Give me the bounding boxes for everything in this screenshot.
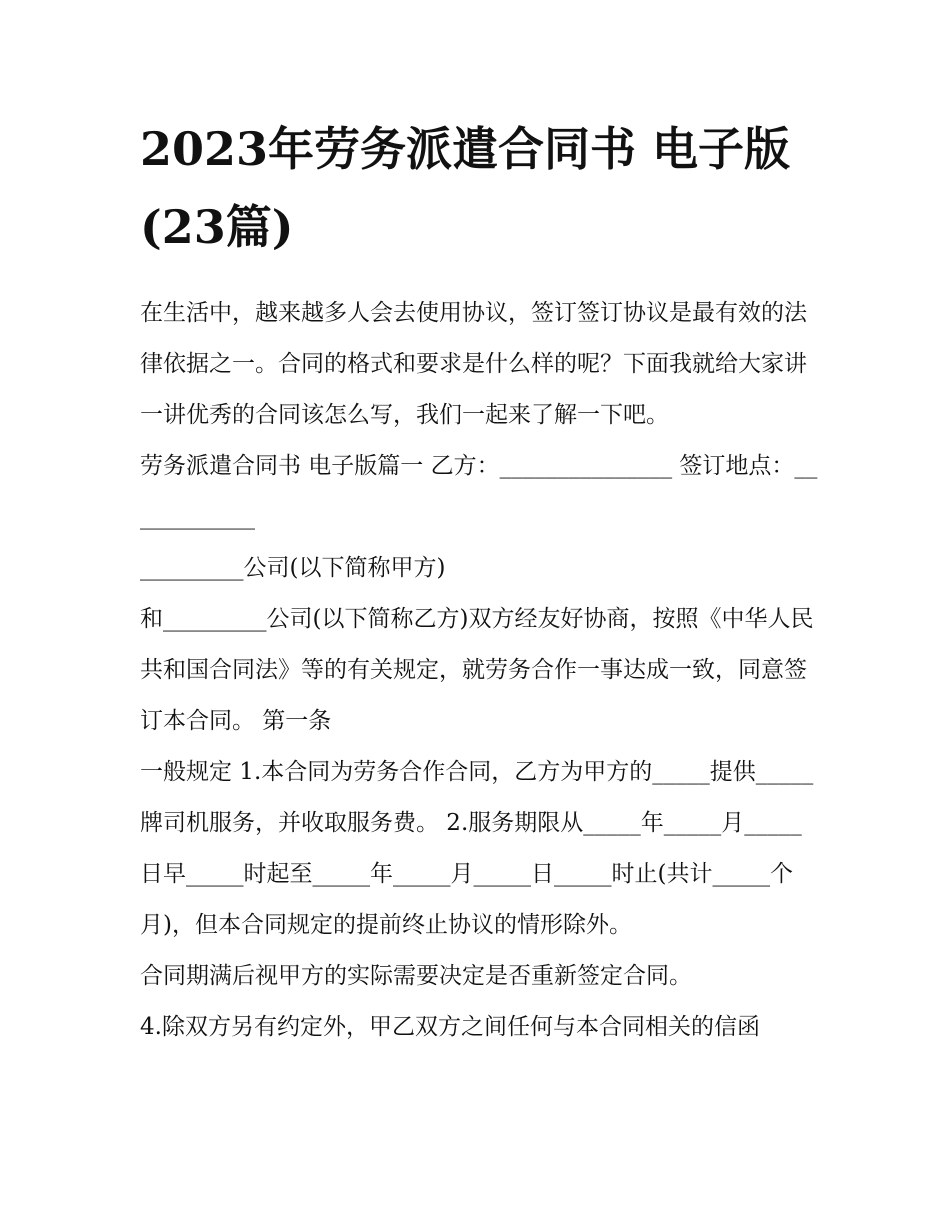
paragraph-intro: 在生活中，越来越多人会去使用协议，签订签订协议是最有效的法律依据之一。合同的格式和要求是什么样的呢？下面我就给大家讲一讲优秀的合同该怎么写，我们一起来了解一下吧。 [140, 300, 807, 428]
paragraph-party-a: _________公司(以下简称甲方) [140, 555, 446, 581]
document-body [140, 288, 820, 1053]
paragraph-party-b-signing-place: 劳务派遣合同书 电子版篇一 乙方：_______________ 签订地点：____________ [140, 453, 818, 530]
paragraph-contract-expiry: 合同期满后视甲方的实际需要决定是否重新签定合同。 [140, 963, 692, 989]
document-page [140, 110, 820, 1053]
paragraph-correspondence: 4.除双方另有约定外，甲乙双方之间任何与本合同相关的信函 [140, 1014, 760, 1040]
paragraph-parties-agreement: 和_________公司(以下简称乙方)双方经友好协商，按照《中华人民共和国合同法》等的有关规定，就劳务合作一事达成一致，同意签订本合同。 第一条 [140, 606, 814, 734]
paragraph-general-provisions: 一般规定 1.本合同为劳务合作合同，乙方为甲方的_____提供_____牌司机服务，并收取服务费。 2.服务期限从_____年_____月_____日早_____时起至_____年_____月_____日_____时止(共计_____个月)，但本合同规定的提前终止协议的情形除外。 [140, 759, 814, 938]
document-title: 2023年劳务派遣合同书 电子版(23篇) [140, 122, 791, 254]
